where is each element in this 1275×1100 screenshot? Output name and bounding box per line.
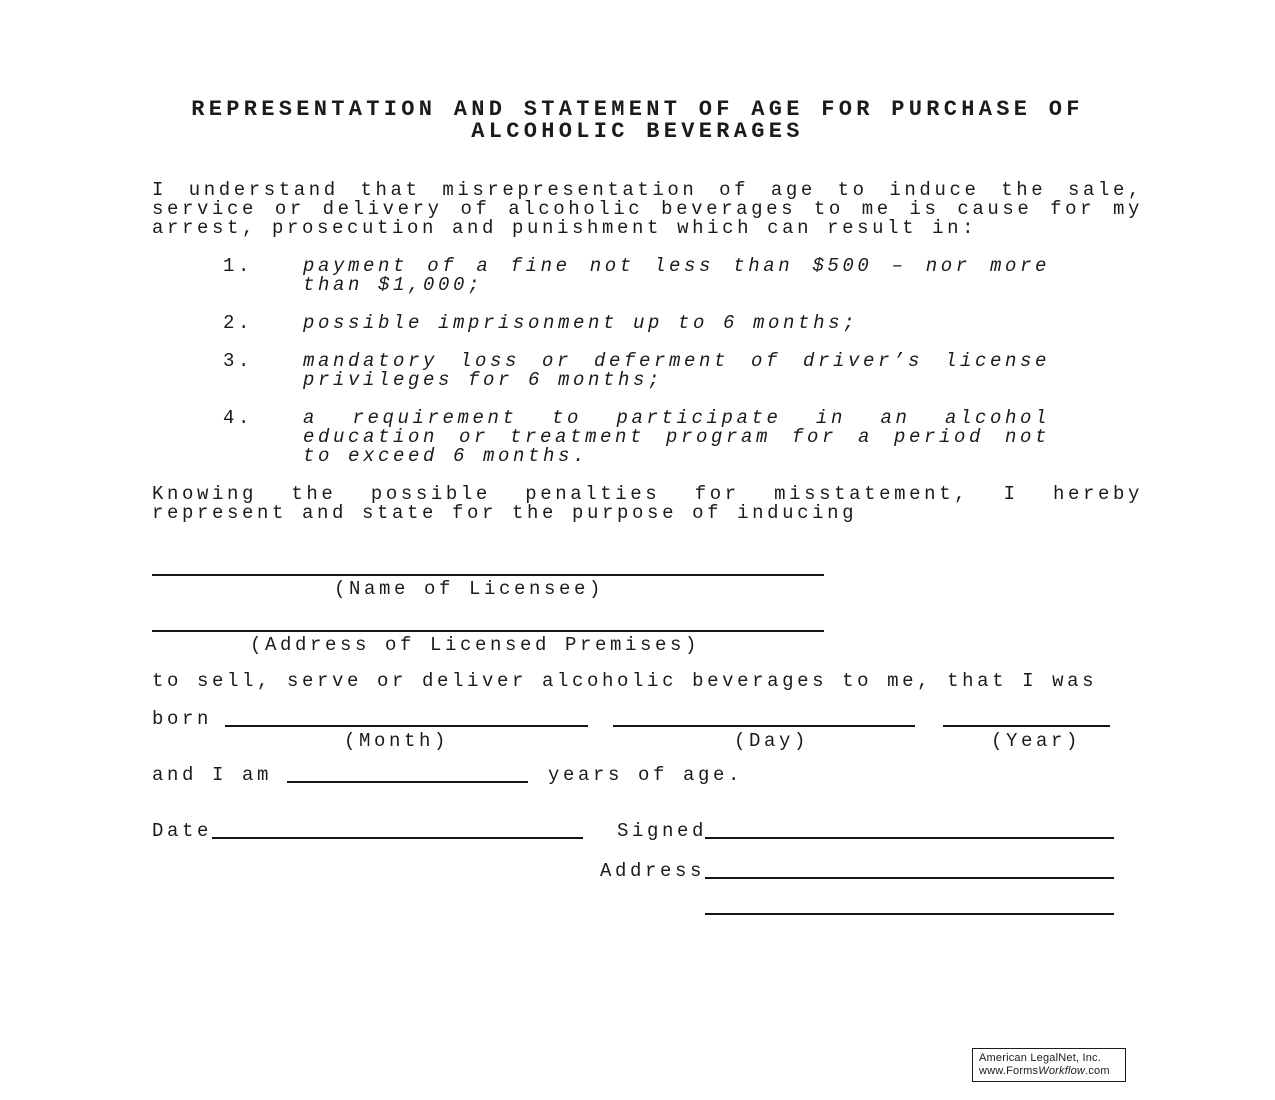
title-line-2: ALCOHOLIC BEVERAGES <box>471 119 804 144</box>
day-label: (Day) <box>734 730 810 752</box>
publisher-url-prefix: www.Forms <box>979 1065 1039 1077</box>
intro-paragraph <box>152 181 1143 238</box>
licensee-blank-line <box>152 574 824 576</box>
declaration-line: Knowing the possible penalties for misstatement, I hereby <box>152 483 1143 505</box>
penalty-item-4 <box>223 409 1051 466</box>
address-blank-line <box>705 877 1114 879</box>
address-label: Address <box>600 860 706 882</box>
address-blank-line-2 <box>705 913 1114 915</box>
publisher-company: American LegalNet, Inc. <box>979 1052 1101 1064</box>
penalty-line: a requirement to participate in an alcohol <box>303 407 1050 429</box>
title-line-1: REPRESENTATION AND STATEMENT OF AGE FOR PURCHASE OF <box>191 97 1084 122</box>
page-title <box>0 99 1275 143</box>
intro-line: arrest, prosecution and punishment which can result in: <box>152 217 978 239</box>
penalty-item-3 <box>223 352 1051 390</box>
licensee-label: (Name of Licensee) <box>334 578 605 600</box>
penalty-line: to exceed 6 months. <box>303 445 589 467</box>
age-blank-line <box>287 781 528 783</box>
premises-blank-line <box>152 630 824 632</box>
age-suffix-label: years of age. <box>548 764 744 786</box>
born-month-blank-line <box>225 725 588 727</box>
penalty-line: payment of a fine not less than $500 – nor more <box>303 255 1050 277</box>
penalty-number: 2. <box>223 312 254 334</box>
penalty-text <box>303 257 1050 295</box>
penalty-line: mandatory loss or deferment of driver’s license <box>303 350 1050 372</box>
date-label: Date <box>152 820 213 842</box>
month-label: (Month) <box>344 730 450 752</box>
born-label: born <box>152 708 213 730</box>
penalty-number: 4. <box>223 407 254 429</box>
declaration-paragraph <box>152 485 1143 523</box>
publisher-url-italic: Workflow <box>1038 1065 1086 1077</box>
penalty-text <box>303 314 1050 333</box>
penalty-text <box>303 352 1050 390</box>
penalties-list <box>223 257 1051 485</box>
publisher-url <box>979 1065 1125 1078</box>
penalty-item-2 <box>223 314 1051 333</box>
penalty-line: education or treatment program for a period not <box>303 426 1050 448</box>
declaration-line: represent and state for the purpose of inducing <box>152 502 858 524</box>
date-blank-line <box>212 837 583 839</box>
penalty-text <box>303 409 1050 466</box>
born-year-blank-line <box>943 725 1110 727</box>
penalty-item-1 <box>223 257 1051 295</box>
publisher-stamp <box>972 1048 1126 1082</box>
intro-line: service or delivery of alcoholic beverages to me is cause for my <box>152 198 1143 220</box>
penalty-line: than $1,000; <box>303 274 484 296</box>
signed-blank-line <box>705 837 1114 839</box>
penalty-line: possible imprisonment up to 6 months; <box>303 312 859 334</box>
year-label: (Year) <box>991 730 1082 752</box>
born-day-blank-line <box>613 725 915 727</box>
publisher-url-suffix: .com <box>1085 1065 1110 1077</box>
age-prefix-label: and I am <box>152 764 273 786</box>
premises-label: (Address of Licensed Premises) <box>250 634 701 656</box>
penalty-number: 3. <box>223 350 254 372</box>
penalty-line: privileges for 6 months; <box>303 369 664 391</box>
intro-line: I understand that misrepresentation of age to induce the sale, <box>152 179 1143 201</box>
signed-label: Signed <box>617 820 708 842</box>
penalty-number: 1. <box>223 255 254 277</box>
sell-serve-line: to sell, serve or deliver alcoholic beverages to me, that I was <box>152 670 1098 692</box>
